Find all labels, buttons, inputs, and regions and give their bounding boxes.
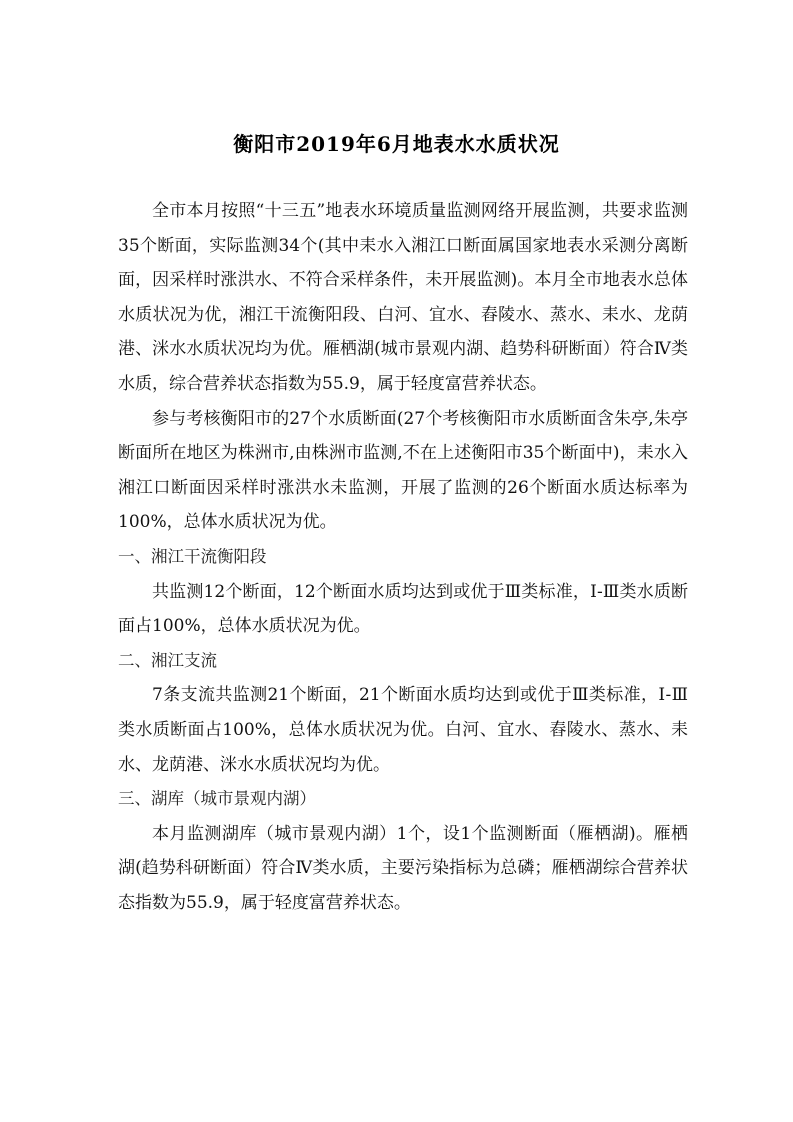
section-heading-tributaries: 二、湘江支流 — [118, 650, 217, 670]
section-heading-mainstream: 一、湘江干流衡阳段 — [118, 546, 267, 566]
assessment-paragraph: 参与考核衡阳市的27个水质断面(27个考核衡阳市水质断面含朱亭,朱亭断面所在地区为株洲市,由株洲市监测,不在上述衡阳市35个断面中)，耒水入湘江口断面因采样时涨洪水未监测，开展了监测的26个断面水质达标率为100%，总体水质状况为优。 — [118, 408, 688, 533]
section-text-tributaries: 7条支流共监测21个断面，21个断面水质均达到或优于Ⅲ类标准，Ⅰ-Ⅲ类水质断面占100%，总体水质状况为优。白河、宜水、舂陵水、蒸水、耒水、龙荫港、洣水水质状况均为优。 — [118, 685, 688, 775]
section-text-mainstream: 共监测12个断面，12个断面水质均达到或优于Ⅲ类标准，Ⅰ-Ⅲ类水质断面占100%，总体水质状况为优。 — [118, 581, 688, 637]
section-text-lakes: 本月监测湖库（城市景观内湖）1个，设1个监测断面（雁栖湖)。雁栖湖(趋势科研断面）符合Ⅳ类水质，主要污染指标为总磷；雁栖湖综合营养状态指数为55.9，属于轻度富营养状态。 — [118, 823, 688, 913]
document-title: 衡阳市2019年6月地表水水质状况 — [233, 132, 560, 156]
document-body — [118, 194, 688, 920]
section-heading-lakes: 三、湖库（城市景观内湖） — [118, 789, 316, 809]
intro-paragraph: 全市本月按照“十三五”地表水环境质量监测网络开展监测，共要求监测35个断面，实际监测34个(其中耒水入湘江口断面属国家地表水采测分离断面，因采样时涨洪水、不符合采样条件，未开展监测)。本月全市地表水总体水质状况为优，湘江干流衡阳段、白河、宜水、舂陵水、蒸水、耒水、龙荫港、洣水水质状况均为优。雁栖湖(城市景观内湖、趋势科研断面）符合Ⅳ类水质，综合营养状态指数为55.9，属于轻度富营养状态。 — [118, 201, 688, 394]
